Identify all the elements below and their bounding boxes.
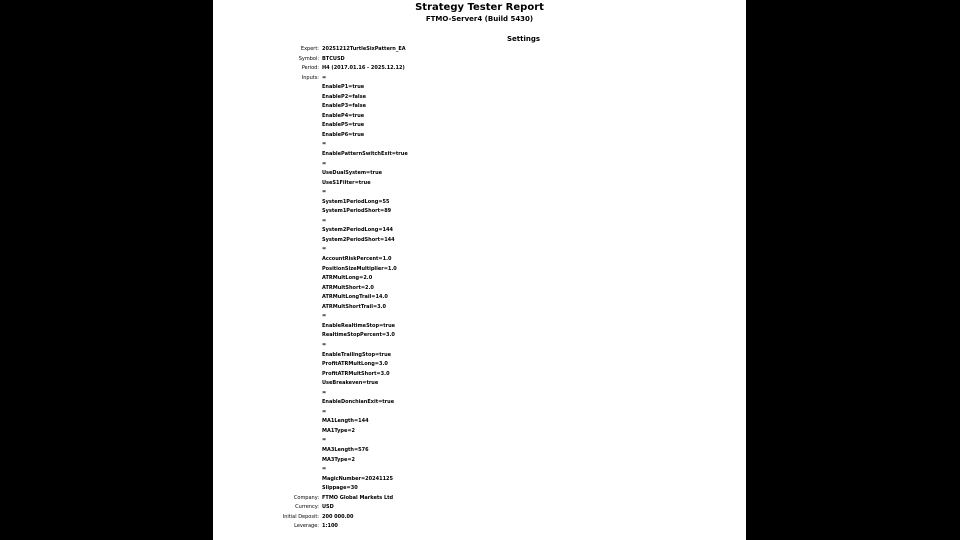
setting-value: System2PeriodShort=144: [322, 236, 395, 243]
setting-value: ATRMultShortTrail=3.0: [322, 303, 387, 310]
settings-row: [213, 293, 746, 303]
setting-value: UseBreakeven=true: [322, 380, 379, 387]
setting-value: ATRMultLongTrail=14.0: [322, 294, 388, 301]
settings-row: [213, 74, 746, 84]
setting-value: AccountRiskPercent=1.0: [322, 256, 392, 263]
settings-row: [213, 322, 746, 332]
settings-row: [213, 274, 746, 284]
settings-row: [213, 446, 746, 456]
setting-value: MA1Type=2: [322, 427, 356, 434]
setting-value: =: [322, 141, 327, 148]
settings-row: [213, 83, 746, 93]
settings-row: [213, 331, 746, 341]
settings-row: [213, 245, 746, 255]
setting-value: =: [322, 74, 327, 81]
setting-value: 200 000.00: [322, 513, 354, 520]
settings-row: [213, 93, 746, 103]
settings-row: [213, 64, 746, 74]
setting-value: MagicNumber=20241125: [322, 475, 394, 482]
setting-value: =: [322, 408, 327, 415]
setting-label: Initial Deposit:: [282, 513, 319, 520]
setting-value: EnableDonchianExit=true: [322, 399, 395, 406]
settings-row: [213, 150, 746, 160]
setting-value: MA3Type=2: [322, 456, 356, 463]
setting-label: Expert:: [300, 46, 319, 52]
setting-value: EnableP2=false: [322, 93, 366, 100]
settings-row: [213, 284, 746, 294]
setting-value: EnableTrailingStop=true: [322, 351, 392, 358]
settings-row: [213, 341, 746, 351]
report-title: Strategy Tester Report: [415, 2, 544, 13]
section-title-settings: Settings: [506, 35, 541, 43]
settings-row: [213, 102, 746, 112]
settings-row: [213, 456, 746, 466]
settings-row: [213, 188, 746, 198]
setting-value: EnablePatternSwitchExit=true: [322, 151, 408, 158]
setting-value: EnableP5=true: [322, 122, 365, 129]
settings-row: [213, 398, 746, 408]
settings-row: [213, 408, 746, 418]
settings-row: [213, 370, 746, 380]
setting-value: =: [322, 341, 327, 348]
settings-row: [213, 160, 746, 170]
settings-row: [213, 207, 746, 217]
setting-label: Company:: [293, 494, 319, 501]
setting-value: ProfitATRMultShort=3.0: [322, 370, 390, 377]
setting-value: 1:100: [322, 523, 338, 530]
setting-value: ATRMultLong=2.0: [322, 275, 373, 282]
setting-value: =: [322, 160, 327, 167]
report-subtitle: FTMO-Server4 (Build 5430): [425, 15, 534, 23]
setting-value: System1PeriodShort=89: [322, 208, 392, 215]
setting-value: UseDualSystem=true: [322, 170, 383, 177]
settings-row: [213, 217, 746, 227]
setting-label: Inputs:: [301, 74, 319, 81]
settings-row: [213, 503, 746, 513]
settings-row: [213, 475, 746, 485]
settings-row: [213, 360, 746, 370]
settings-row: [213, 226, 746, 236]
setting-value: =: [322, 313, 327, 320]
settings-row: [213, 236, 746, 246]
settings-row: [213, 303, 746, 313]
setting-value: =: [322, 437, 327, 444]
setting-value: EnableP6=true: [322, 131, 365, 138]
setting-label: Currency:: [295, 504, 319, 511]
setting-value: ATRMultShort=2.0: [322, 284, 374, 291]
setting-value: =: [322, 217, 327, 224]
settings-row: [213, 140, 746, 150]
setting-value: System1PeriodLong=55: [322, 198, 390, 205]
setting-value: ProfitATRMultLong=3.0: [322, 361, 388, 368]
setting-value: =: [322, 189, 327, 196]
settings-row: [213, 179, 746, 189]
setting-value: FTMO Global Markets Ltd: [322, 494, 394, 501]
setting-value: UseS1Filter=true: [322, 179, 371, 186]
settings-row: [213, 45, 746, 55]
setting-value: BTCUSD: [322, 55, 345, 62]
settings-row: [213, 312, 746, 322]
settings-row: [213, 112, 746, 122]
settings-row: [213, 417, 746, 427]
setting-value: EnableRealtimeStop=true: [322, 322, 396, 329]
settings-row: [213, 169, 746, 179]
settings-row: [213, 351, 746, 361]
settings-row: [213, 522, 746, 532]
setting-value: EnableP4=true: [322, 112, 365, 119]
setting-value: EnableP1=true: [322, 84, 365, 91]
setting-value: EnableP3=false: [322, 103, 366, 110]
setting-label: Symbol:: [298, 55, 319, 62]
setting-value: MA3Length=576: [322, 446, 369, 453]
settings-row: [213, 255, 746, 265]
settings-row: [213, 131, 746, 141]
setting-value: System2PeriodLong=144: [322, 227, 393, 234]
setting-value: =: [322, 466, 327, 473]
setting-value: Slippage=30: [322, 485, 358, 492]
settings-row: [213, 55, 746, 65]
settings-row: [213, 198, 746, 208]
setting-value: =: [322, 246, 327, 253]
settings-table: [213, 45, 746, 532]
settings-row: [213, 465, 746, 475]
setting-value: H4 (2017.01.16 - 2025.12.12): [322, 65, 405, 72]
setting-label: Leverage:: [294, 523, 319, 530]
setting-value: PositionSizeMultiplier=1.0: [322, 265, 397, 272]
settings-row: [213, 484, 746, 494]
setting-label: Period:: [301, 65, 319, 72]
setting-value: RealtimeStopPercent=3.0: [322, 332, 395, 339]
setting-value: USD: [322, 504, 334, 511]
settings-row: [213, 427, 746, 437]
settings-row: [213, 494, 746, 504]
setting-value: 20251212TurtleSixPattern_EA: [322, 46, 406, 52]
settings-row: [213, 379, 746, 389]
settings-row: [213, 436, 746, 446]
settings-row: [213, 389, 746, 399]
settings-row: [213, 121, 746, 131]
report-page: [213, 0, 746, 540]
setting-value: MA1Length=144: [322, 418, 369, 425]
setting-value: =: [322, 389, 327, 396]
settings-row: [213, 265, 746, 275]
settings-row: [213, 513, 746, 523]
